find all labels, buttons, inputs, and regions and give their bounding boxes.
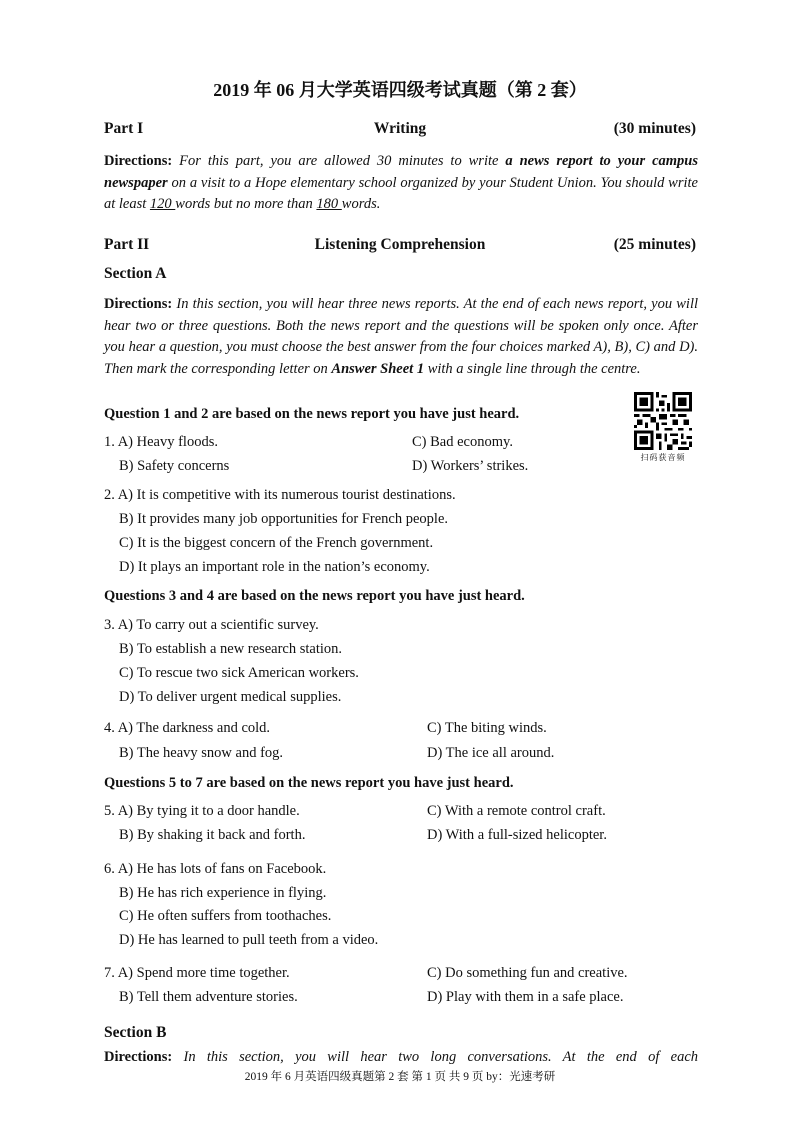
directions-label: Directions:: [104, 296, 173, 312]
option-5c[interactable]: C) With a remote control craft.: [427, 803, 606, 819]
part-1-time: (30 minutes): [613, 120, 696, 137]
option-7c[interactable]: C) Do something fun and creative.: [427, 965, 628, 981]
directions-text: on a visit to a Hope elementary school organized by your Student Union. You should write at least: [104, 174, 698, 212]
option-2c[interactable]: C) It is the biggest concern of the French government.: [119, 535, 434, 551]
directions-label: Directions:: [104, 1049, 173, 1065]
option-6b[interactable]: B) He has rich experience in flying.: [119, 885, 327, 901]
part-1-name: Writing: [373, 120, 427, 137]
option-4d[interactable]: D) The ice all around.: [427, 745, 555, 761]
section-b-directions: [104, 1047, 698, 1069]
option-3b[interactable]: B) To establish a new research station.: [119, 641, 343, 657]
option-6a[interactable]: 6. A) He has lots of fans on Facebook.: [104, 861, 327, 877]
qr-code-icon[interactable]: [634, 392, 692, 450]
directions-label: Directions:: [104, 153, 173, 169]
part-2-time: (25 minutes): [613, 236, 696, 253]
question-group-header: Question 1 and 2 are based on the news report you have just heard.: [104, 406, 520, 422]
part-2-directions: [104, 294, 698, 380]
option-2b[interactable]: B) It provides many job opportunities for French people.: [119, 511, 449, 527]
section-a-heading: Section A: [104, 265, 167, 282]
option-5b[interactable]: B) By shaking it back and forth.: [119, 827, 306, 843]
min-words: 120: [149, 196, 176, 212]
part-2-header: [104, 236, 696, 258]
option-1b[interactable]: B) Safety concerns: [119, 458, 230, 474]
question-group-header: Questions 3 and 4 are based on the news report you have just heard.: [104, 588, 525, 604]
answer-sheet-ref: Answer Sheet 1: [331, 360, 425, 377]
option-4a[interactable]: 4. A) The darkness and cold.: [104, 720, 271, 736]
directions-text: For this part, you are allowed 30 minutes to write: [179, 153, 506, 169]
option-7d[interactable]: D) Play with them in a safe place.: [427, 989, 624, 1005]
page-footer: 2019 年 6 月英语四级真题第 2 套 第 1 页 共 9 页 by：光速考研: [244, 1071, 556, 1083]
option-2a[interactable]: 2. A) It is competitive with its numerous tourist destinations.: [104, 487, 456, 503]
option-1d[interactable]: D) Workers’ strikes.: [412, 458, 529, 474]
option-3c[interactable]: C) To rescue two sick American workers.: [119, 665, 359, 681]
option-4b[interactable]: B) The heavy snow and fog.: [119, 745, 284, 761]
option-2d[interactable]: D) It plays an important role in the nation’s economy.: [119, 559, 430, 575]
option-7a[interactable]: 7. A) Spend more time together.: [104, 965, 290, 981]
section-b-heading: Section B: [104, 1024, 167, 1041]
directions-text: In this section, you will hear three news reports. At the end of each news report, you will hear two or three questions. Both the news report and the questions will be spoken only once. After you hear a question, you must choose the best answer from the four choices marked A), B), C) and D). Then mark the corresponding letter on: [104, 296, 699, 377]
part-1-label: Part I: [104, 120, 144, 137]
option-5d[interactable]: D) With a full-sized helicopter.: [427, 827, 607, 843]
directions-text: In this section, you will hear two long conversations. At the end of each: [183, 1049, 698, 1065]
directions-text: words.: [341, 196, 381, 212]
directions-text: with a single line through the centre.: [424, 360, 641, 377]
option-3d[interactable]: D) To deliver urgent medical supplies.: [119, 689, 342, 705]
part-2-label: Part II: [104, 236, 150, 253]
qr-label: 扫码获音频: [640, 453, 686, 462]
page-title: 2019 年 06 月大学英语四级考试真题（第 2 套）: [213, 80, 587, 100]
question-group-header: Questions 5 to 7 are based on the news report you have just heard.: [104, 775, 514, 791]
option-7b[interactable]: B) Tell them adventure stories.: [119, 989, 298, 1005]
part-2-name: Listening Comprehension: [314, 236, 486, 253]
directions-text: words but no more than: [175, 196, 317, 212]
option-4c[interactable]: C) The biting winds.: [427, 720, 547, 736]
option-1c[interactable]: C) Bad economy.: [412, 434, 513, 450]
option-1a[interactable]: 1. A) Heavy floods.: [104, 434, 218, 450]
option-3a[interactable]: 3. A) To carry out a scientific survey.: [104, 617, 319, 633]
part-1-directions: [104, 151, 698, 216]
option-5a[interactable]: 5. A) By tying it to a door handle.: [104, 803, 300, 819]
part-1-header: [104, 120, 696, 142]
max-words: 180: [316, 196, 342, 212]
option-6d[interactable]: D) He has learned to pull teeth from a video.: [119, 932, 379, 948]
option-6c[interactable]: C) He often suffers from toothaches.: [119, 908, 332, 924]
directions-emphasis: a news report to your campus newspaper: [104, 153, 698, 191]
